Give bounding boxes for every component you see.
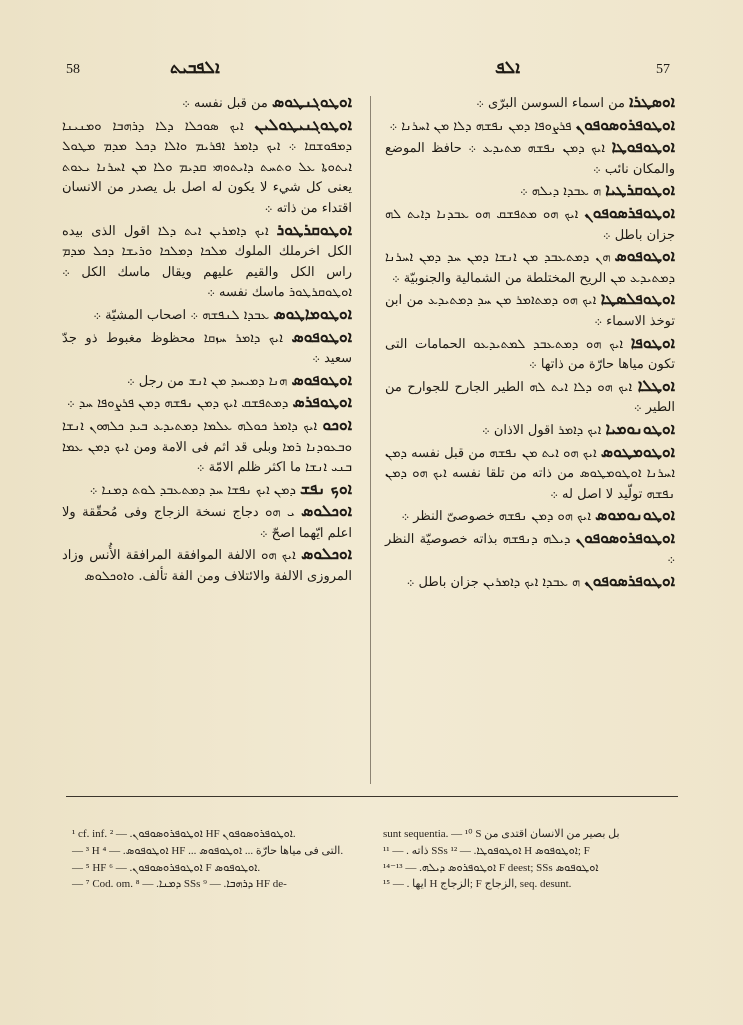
lexicon-entry (385, 333, 675, 376)
entry-definition: ܐܝܟ ܣܘܟܠܐ ܕܠܐ ܕܪܗܒܐ ܘܡܢܝܢܐ ܕܡܦܘܫܩܐ ܀ ܐܝܟ ܕܐܡܪ ܐܦܪܝܡ ܘܐܠܐ ܕܟܠ ܡܕܡ ܡܛܘܠ ܐܝܬܘܬܐ ܥܠ ܘܬܚܬ ܕܐܝܬܘܗܝ ܩܕܝܡ ܘܠܐ ܡܢ ܐܚܪܢܐ ܝܥܘܬ يعنى كل شيء لا يكون له اصل بل يصدر من الانسان اقتداء من ذاته ܀ (62, 118, 352, 216)
running-head-right: ܐܠܦ (495, 58, 521, 78)
lexicon-entry (385, 571, 675, 594)
lexicon-entry (62, 392, 352, 415)
entry-definition: ܦܪܨܘܦܐ ܕܡܢ ܢܦܫܗ ܕܠܐ ܡܢ ܐܚܪܢܐ ܀ (389, 118, 572, 134)
lexicon-entry (62, 327, 352, 370)
entry-definition: ܗ ܥܒܕܐ ܐܝܟ ܕܐܡܪܝܢ جزان باطل ܀ (406, 575, 581, 591)
entry-headword: ܐܘܛܘܓܢܛܘܣ (271, 92, 352, 111)
entry-definition: ܐܝܟ ܕܐܡܪܝܢ ܐܝܬ ܕܠܐ اقول الذى بيده الكل اخرملك الملوك ܡܠܟܐ ܕܡܠܟܐ ܘܪܝܫܐ ܕܟܠ ܡܕܡ راس الكل والقيم عليهم ويقال ماسك الكل ܀ ܐܘܛܘܩܪܛܘܪ ماسك نفسه ܀ (62, 223, 352, 301)
lexicon-entry (62, 304, 352, 327)
entry-definition: ܐܝܟ ܕܐܡܪ ܟܘܠܗ ܥܠܡܐ ܕܡܬܝܕܥ ܒܝܕ ܟܠܗܘܢ ܐܢܫܐ ܘܒܥܘܕܢܐ ܪܡܐ وبلى قد اثم فى الامة ومن ܐܝܟ ܕܡܢ ܥܡܐ ܒܢܝ ܐܢܫܐ ما اكثر ظلم الامّة ܀ (62, 418, 352, 476)
lexicon-entry (385, 115, 675, 138)
entry-headword: ܐܘܛܘܦܪܣ (292, 392, 352, 412)
footnote-rule (66, 796, 678, 797)
lexicon-entry (385, 92, 675, 115)
entry-headword: ܐܘܛܘܦܘܣ (614, 246, 675, 266)
lexicon-entry (62, 92, 352, 115)
lexicon-entry (62, 115, 352, 220)
right-column (385, 92, 675, 594)
entry-definition: من قبل نفسه ܀ (182, 96, 268, 111)
entry-definition: ܕܝܠܗ ܕܢܦܫܗ بذاته خصوصيّة النظر ܀ (385, 531, 675, 568)
entry-definition: ܐܝܟ ܗܘ ܕܡܬܐܡܪ ܡܢ ܚܕ ܕܡܬܝܕܥ من ابن توخذ الاسماء ܀ (385, 293, 675, 329)
entry-definition: ܐܝܟ ܗܘ ܕܡܢ ܢܦܫܗ خصوصىّ النظر ܀ (401, 509, 591, 525)
page-number-left: 58 (66, 62, 80, 77)
entry-headword: ܐܘܛܘܢܘܡܝܐ (605, 418, 675, 438)
lexicon-entry (385, 419, 675, 442)
footnote-line: ܐܘܛܘܦܪܘܣ ܕܝܠܗ. — ¹³⁻¹⁴ F deest; SSs ܐܘܛܘܦܘܣ (383, 861, 599, 874)
footnote-line: — ³ H ܐܘܛܘܦܘܣ. — ⁴ HF ... التى فى مياها حارّة ... ܐܘܛܘܦܘܣ. (72, 844, 344, 857)
page-number-right: 57 (656, 62, 670, 77)
lexicon-entry (62, 220, 352, 304)
entry-headword: ܐܘܛܠܐ (637, 375, 675, 395)
left-column (62, 92, 352, 588)
lexicon-entry (385, 505, 675, 528)
entry-headword: ܐܘܟܠܘܣ (301, 501, 352, 521)
lexicon-entry (385, 289, 675, 332)
entry-definition: ܐܝܟ ܕܐܡܪ ܚܙܩܐ محظوظ مغبوط ذو جدّ سعيد ܀ (62, 330, 352, 367)
entry-headword: ܐܘܛܘܩܪܛܘܪ (276, 219, 352, 239)
entry-headword: ܐܘܛܘܓܢܝܛܘܠܝܢ (254, 114, 352, 134)
entry-definition: ܐܝܟ ܗܘ ܡܬܦܫܩ ܗܘ ܥܒܕܢܐ ܕܐܝܬ ܠܗ جزان باطل ܀ (385, 206, 675, 243)
entry-headword: ܐܘܛܘܦܪܘܣܘܦܘܢ (575, 527, 675, 547)
running-head-left: ܐܠܦܒܝܬ (170, 58, 220, 78)
footnotes-right (383, 826, 668, 893)
lexicon-entry (385, 180, 675, 203)
footnote-line: sunt sequentia. — ¹⁰ S بل بصير من الانسان اقتدى من (383, 828, 620, 840)
lexicon-entry (385, 376, 675, 419)
entry-definition: ܐܝܟ ܕܡܢ ܢܦܫܗ ܡܬܝܕܥ ܀ حافظ الموضع والمكان نائب ܀ (385, 141, 675, 177)
lexicon-entry (62, 370, 352, 393)
lexicon-entry (385, 203, 675, 246)
entry-definition: ܕܡܬܦܫܩ ܐܝܟ ܕܡܢ ܢܦܫܗ ܕܡܢ ܦܪܨܘܦܐ ܚܕ ܀ (66, 396, 289, 412)
column-divider (370, 96, 371, 784)
entry-headword: ܐܘܛܘܡܛܘܣ (600, 441, 675, 461)
lexicon-entry (385, 528, 675, 571)
entry-headword: ܐܘܛܘܦܠܣܛܐ (600, 289, 675, 309)
entry-headword: ܐܘܣܛܪܐ (629, 92, 675, 111)
entry-definition: ܐܝܟ ܗܘ ܕܠܐ ܐܝܬ ܠܗ الطير الجارح للجوارح من الطير ܀ (385, 379, 675, 416)
lexicon-entry (385, 246, 675, 289)
entry-definition: ܕܡܢ ܐܝܟ ܢܦܫܐ ܚܕ ܕܡܬܥܒܕ ܠܘܬ ܕܡܢܐ ܀ (89, 482, 296, 498)
entry-headword: ܐܘܛܘܦܘܣ (291, 326, 352, 346)
entry-headword: ܐܘܟܘ (322, 414, 352, 434)
entry-definition: ܥܒܕܐ ܠܢܦܫܗ ܀ اصحاب المشيّة ܀ (93, 307, 270, 323)
lexicon-entry (385, 442, 675, 506)
footnote-line: — ⁷ Cod. om. ܕܡܢܐ. — ⁸ SSs ܕܪܗܒܐ. — ⁹ HF de- (72, 878, 287, 891)
entry-definition: من اسماء السوسن البرّى ܀ (476, 96, 625, 111)
footnote-line: ذاته . — ¹¹ SSs ܐܘܛܘܦܘܛܐ. — ¹² H ܐܘܛܘܦܘܣ; F (383, 844, 590, 857)
entry-headword: ܐܘܛܘܩܪܛܝܐ (605, 180, 675, 200)
entry-headword: ܐܘܛܘܦܪܘܣܘܦܘܢ (575, 114, 675, 134)
lexicon-entry (385, 137, 675, 180)
entry-definition: ܐܝܟ ܕܐܡܪ اقول الاذان ܀ (481, 422, 602, 438)
entry-headword: ܐܘܟ ܢܦܫ (300, 478, 352, 498)
entry-headword: ܐܘܛܘܡܐܛܘܣ (273, 303, 352, 323)
footnote-line: ايها . — ¹⁵ H الزجاج; F الزجاج, seq. desunt. (383, 878, 572, 891)
entry-definition: ܐܝܟ ܗܘ ܕܡܬܥܒܕ ܠܡܬܝܕܥܘ الحمامات التى تكون مياها حارّة من ذاتها ܀ (385, 336, 675, 373)
entry-definition: ܗܢ ܕܡܬܥܒܕ ܡܢ ܐܢܫܐ ܕܡܢ ܚܕ ܕܡܢ ܐܚܪܢܐ ܕܡܬܝܕܥ ܡܢ الريح المختلطة من الشمالية والجنوبيّة ܀ (385, 250, 675, 286)
entry-headword: ܐܘܛܘܦܪܣܘܦܘܢ (584, 571, 675, 591)
lexicon-entry (62, 501, 352, 544)
lexicon-entry (62, 415, 352, 479)
entry-headword: ܐܘܟܠܘܣ (301, 544, 352, 564)
footnote-line: — ⁵ HF ܐܘܛܘܦܪܘܣܘܦܘܢ. — ⁶ F ܐܘܛܘܦܘܣ. (72, 861, 261, 874)
entry-definition: ܗܢܐ ܕܡܝܚܕ ܡܢ ܐܢܫ من رجل ܀ (126, 373, 288, 389)
footnote-line: ¹ cf. inf. ܐܘܛܘܦܪܘܣܘܦܘܢ. — ² HF ܐܘܛܘܦܪܘܣܘܦܘܢ. (72, 828, 296, 840)
entry-definition: ܐܝܟ ܗܘ الالفة الموافقة المرافقة الأُنس وزاد المروزى الالفة والائتلاف ومن الفة تألف. ܘܐܘܟܠܘܣ (62, 548, 352, 585)
lexicon-entry (62, 479, 352, 502)
entry-headword: ܐܘܛܘܢܘܡܘܣ (595, 505, 675, 525)
entry-definition: ܝ ܗܘ دجاج نسخة الزجاج وفى مُحقّقة ولا اعلم ايّهما اصحّ ܀ (62, 505, 352, 541)
entry-headword: ܐܘܛܘܦܪܣܘܦܘܢ (584, 202, 675, 222)
entry-definition: ܐܝܟ ܗܘ ܐܝܬ ܡܢ ܢܦܫܗ من قبل نفسه ܕܡܢ ܐܚܪܢܐ ܐܘܛܘܡܛܘܣ من ذاته من تلقا نفسه ܐܝܟ ܗܘ ܕܡܢ ܢܦܫܗ تولّيد لا اصل له ܀ (385, 445, 675, 502)
footnotes-left (72, 826, 357, 893)
entry-definition: ܗ ܥܒܕܐ ܕܝܠܗ ܀ (519, 184, 602, 200)
lexicon-entry (62, 544, 352, 587)
entry-headword: ܐܘܛܘܦܐ (630, 332, 675, 352)
entry-headword: ܐܘܛܘܦܘܛܐ (611, 137, 675, 157)
entry-headword: ܐܘܛܘܦܘܣ (291, 369, 352, 389)
